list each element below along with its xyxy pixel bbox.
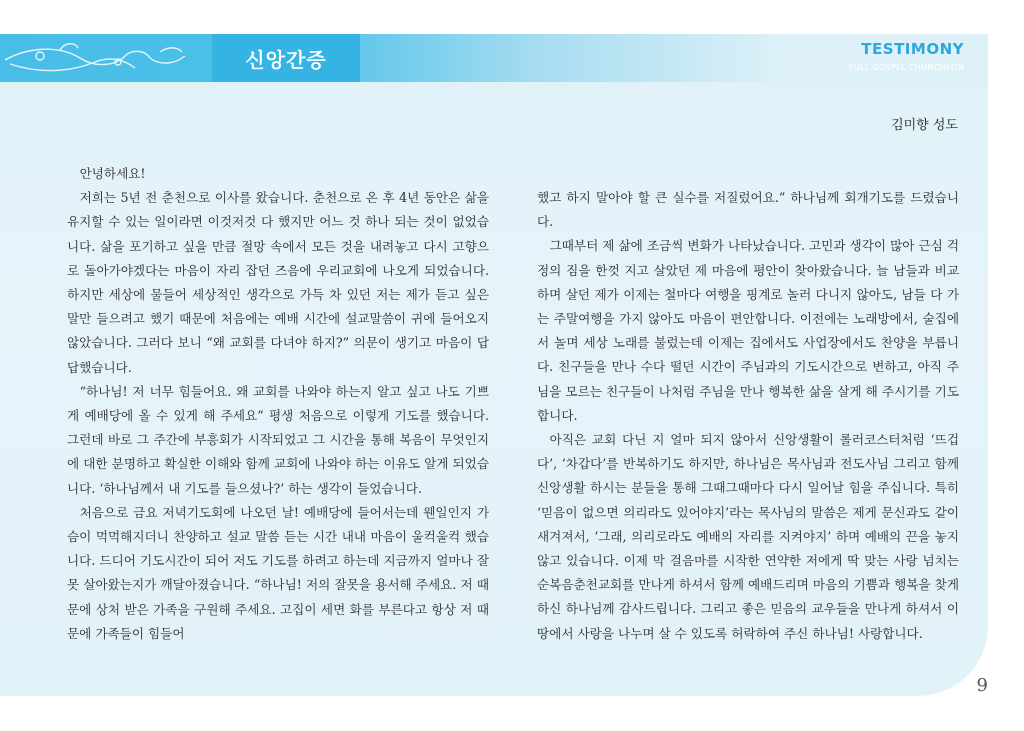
section-title: 신앙간증 bbox=[212, 34, 360, 82]
right-column bbox=[537, 186, 959, 646]
author-name: 김미향 성도 bbox=[891, 118, 958, 133]
paragraph: 저희는 5년 전 춘천으로 이사를 왔습니다. 춘천으로 온 후 4년 동안은 삶을 유지할 수 있는 일이라면 이것저것 다 했지만 어느 것 하나 되는 것이 없었습니다. 삶을 포기하고 싶을 만큼 절망 속에서 모든 것을 내려놓고 다시 고향으로 돌아가야겠다는 마음이 자리 잡던 즈음에 우리교회에 나오게 되었습니다. 하지만 세상에 물들어 세상적인 생각으로 가득 차 있던 저는 제가 듣고 싶은 말만 들으려고 했기 때문에 처음에는 예배 시간에 설교말씀이 귀에 들어오지 않았습니다. 그러다 보니 “왜 교회를 다녀야 하지?” 의문이 생기고 마음이 답답했습니다. bbox=[67, 190, 489, 375]
paragraph: “하나님! 저 너무 힘들어요. 왜 교회를 나와야 하는지 알고 싶고 나도 기쁘게 예배당에 올 수 있게 해 주세요” 평생 처음으로 이렇게 기도를 했습니다. 그런데 바로 그 주간에 부흥회가 시작되었고 그 시간을 통해 복음이 무엇인지에 대한 분명하고 확실한 이해와 함께 교회에 나와야 하는 이유도 알게 되었습니다. ‘하나님께서 내 기도를 들으셨나?’ 하는 생각이 들었습니다. bbox=[67, 383, 489, 496]
church-name: FULL GOSPEL CHUNCHEON bbox=[848, 63, 964, 72]
testimony-label: TESTIMONY bbox=[861, 40, 964, 58]
left-column bbox=[67, 162, 489, 646]
paragraph: 아직은 교회 다닌 지 얼마 되지 않아서 신앙생활이 롤러코스터처럼 ‘뜨겁다’, ‘차갑다’를 반복하기도 하지만, 하나님은 목사님과 전도사님 그리고 함께 신앙생활 하시는 분들을 통해 그때그때마다 다시 일어날 힘을 주십니다. 특히 ‘믿음이 없으면 의리라도 있어야지’라는 목사님의 말씀은 제게 문신과도 같이 새겨져서, ‘그래, 의리로라도 예배의 자리를 지켜야지’ 하며 예배의 끈을 놓지 않고 있습니다. 이제 막 걸음마를 시작한 연약한 저에게 딱 맞는 사랑 넘치는 순복음춘천교회를 만나게 하셔서 함께 예배드리며 마음의 기쁨과 행복을 찾게 하신 하나님께 감사드립니다. 그리고 좋은 믿음의 교우들을 만나게 하셔서 이 땅에서 사랑을 나누며 살 수 있도록 허락하여 주신 하나님! 사랑합니다. bbox=[537, 432, 959, 641]
page-number: 9 bbox=[976, 675, 988, 696]
paragraph: 했고 하지 말아야 할 큰 실수를 저질렀어요.” 하나님께 회개기도를 드렸습니다. bbox=[537, 190, 959, 230]
paragraph: 처음으로 금요 저녁기도회에 나오던 날! 예배당에 들어서는데 웬일인지 가슴이 먹먹해지더니 찬양하고 설교 말씀 듣는 시간 내내 마음이 울컥울컥 했습니다. 드디어 기도시간이 되어 저도 기도를 하려고 하는데 지금까지 얼마나 잘못 살아왔는지가 깨달아졌습니다. “하나님! 저의 잘못을 용서해 주세요. 저 때문에 상처 받은 가족을 구원해 주세요. 고집이 세면 화를 부른다고 항상 저 때문에 가족들이 힘들어 bbox=[67, 504, 489, 641]
paragraph: 안녕하세요! bbox=[79, 166, 146, 181]
paragraph: 그때부터 제 삶에 조금씩 변화가 나타났습니다. 고민과 생각이 많아 근심 걱정의 짐을 한껏 지고 살았던 제 마음에 평안이 찾아왔습니다. 늘 남들과 비교하며 살던 제가 이제는 철마다 여행을 핑계로 놀러 다니지 않아도, 남들 다 가는 주말여행을 가지 않아도 마음이 편안합니다. 이전에는 노래방에서, 술집에서 놀며 세상 노래를 불렀는데 이제는 집에서도 사업장에서도 찬양을 부릅니다. 친구들을 만나 수다 떨던 시간이 주님과의 기도시간으로 변하고, 아직 주님을 모르는 친구들이 나처럼 주님을 만나 행복한 삶을 살게 해 주시기를 기도합니다. bbox=[537, 238, 959, 423]
swirl-ornament-icon bbox=[0, 38, 200, 78]
